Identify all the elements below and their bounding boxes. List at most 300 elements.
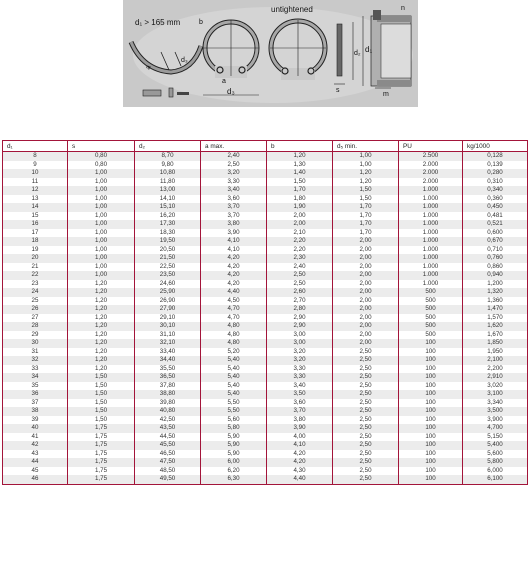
table-cell: 34,40 [135, 356, 201, 365]
table-row [3, 305, 528, 314]
table-cell: 3,40 [201, 186, 267, 195]
table-cell: 2,00 [333, 331, 399, 340]
label-d2: d₂ [354, 50, 361, 57]
table-cell: 4,10 [201, 246, 267, 255]
col-header-weight: kg/1000 [463, 141, 528, 152]
table-cell: 2,00 [333, 322, 399, 331]
col-header-s: s [68, 141, 135, 152]
table-cell: 26,90 [135, 297, 201, 306]
table-cell: 27 [3, 314, 68, 323]
table-cell: 1,00 [68, 203, 135, 212]
table-cell: 2.500 [399, 152, 463, 161]
table-cell: 1.000 [399, 280, 463, 289]
table-cell: 4,20 [201, 271, 267, 280]
table-cell: 1,20 [68, 365, 135, 374]
table-cell: 1,20 [68, 339, 135, 348]
table-row [3, 297, 528, 306]
table-cell: 1,70 [333, 212, 399, 221]
table-cell: 37 [3, 399, 68, 408]
table-cell: 2,10 [267, 229, 333, 238]
table-cell: 23,50 [135, 271, 201, 280]
table-row [3, 458, 528, 467]
table-cell: 500 [399, 305, 463, 314]
table-cell: 100 [399, 348, 463, 357]
col-header-d1: d₁ [3, 141, 68, 152]
table-row [3, 416, 528, 425]
table-cell: 1,20 [333, 169, 399, 178]
table-cell: 100 [399, 390, 463, 399]
table-cell: 3,70 [201, 203, 267, 212]
table-cell: 24 [3, 288, 68, 297]
table-cell: 22 [3, 271, 68, 280]
table-cell: 2,20 [267, 246, 333, 255]
table-cell: 100 [399, 433, 463, 442]
col-header-d5-min: d₅ min. [333, 141, 399, 152]
table-cell: 2,60 [267, 288, 333, 297]
table-cell: 1,20 [68, 314, 135, 323]
table-cell: 1.000 [399, 237, 463, 246]
table-row [3, 203, 528, 212]
table-cell: 1,20 [68, 356, 135, 365]
table-cell: 1,90 [267, 203, 333, 212]
table-cell: 1,20 [68, 280, 135, 289]
table-cell: 5,600 [463, 450, 528, 459]
table-cell: 3,30 [201, 178, 267, 187]
table-cell: 8 [3, 152, 68, 161]
table-cell: 2,50 [333, 450, 399, 459]
table-cell: 0,128 [463, 152, 528, 161]
table-row [3, 424, 528, 433]
table-row [3, 467, 528, 476]
table-cell: 27,90 [135, 305, 201, 314]
table-row [3, 186, 528, 195]
table-row [3, 450, 528, 459]
table-cell: 31,10 [135, 331, 201, 340]
table-cell: 3,30 [267, 373, 333, 382]
table-cell: 36,50 [135, 373, 201, 382]
table-cell: 0,80 [68, 161, 135, 170]
table-cell: 2.000 [399, 161, 463, 170]
table-cell: 40 [3, 424, 68, 433]
table-cell: 2,30 [267, 254, 333, 263]
table-cell: 100 [399, 339, 463, 348]
table-cell: 2,50 [333, 407, 399, 416]
table-cell: 2,50 [333, 399, 399, 408]
table-cell: 44,50 [135, 433, 201, 442]
table-cell: 43 [3, 450, 68, 459]
table-cell: 2,50 [267, 271, 333, 280]
table-cell: 46 [3, 475, 68, 484]
table-cell: 1,50 [333, 186, 399, 195]
table-cell: 2,50 [333, 441, 399, 450]
table-cell: 1,320 [463, 288, 528, 297]
table-cell: 4,20 [201, 254, 267, 263]
table-cell: 1,50 [68, 416, 135, 425]
table-cell: 0,521 [463, 220, 528, 229]
table-cell: 1,570 [463, 314, 528, 323]
table-row [3, 390, 528, 399]
table-cell: 1.000 [399, 212, 463, 221]
table-cell: 43,50 [135, 424, 201, 433]
table-cell: 2,00 [267, 220, 333, 229]
table-cell: 3,00 [267, 339, 333, 348]
table-cell: 1,75 [68, 475, 135, 484]
table-cell: 1,50 [68, 407, 135, 416]
table-cell: 2,100 [463, 356, 528, 365]
table-cell: 4,20 [201, 263, 267, 272]
table-cell: 1,20 [267, 152, 333, 161]
table-cell: 13 [3, 195, 68, 204]
table-cell: 2,910 [463, 373, 528, 382]
table-cell: 1,20 [68, 331, 135, 340]
table-cell: 6,100 [463, 475, 528, 484]
table-cell: 3,00 [267, 331, 333, 340]
table-cell: 100 [399, 399, 463, 408]
col-header-d2: d₂ [135, 141, 201, 152]
table-cell: 32,10 [135, 339, 201, 348]
table-cell: 3,500 [463, 407, 528, 416]
table-cell: 0,139 [463, 161, 528, 170]
table-cell: 500 [399, 314, 463, 323]
table-cell: 2,00 [267, 212, 333, 221]
table-cell: 38 [3, 407, 68, 416]
table-cell: 10,80 [135, 169, 201, 178]
table-cell: 2,50 [333, 416, 399, 425]
table-cell: 32 [3, 356, 68, 365]
table-cell: 2,200 [463, 365, 528, 374]
table-cell: 25,90 [135, 288, 201, 297]
table-cell: 2,50 [333, 382, 399, 391]
table-row [3, 178, 528, 187]
table-cell: 1,200 [463, 280, 528, 289]
table-cell: 17,30 [135, 220, 201, 229]
table-cell: 100 [399, 475, 463, 484]
col-header-a-max: a max. [201, 141, 267, 152]
table-cell: 4,70 [201, 314, 267, 323]
table-cell: 23 [3, 280, 68, 289]
table-cell: 1.000 [399, 246, 463, 255]
table-cell: 1,620 [463, 322, 528, 331]
table-cell: 1,00 [333, 152, 399, 161]
table-cell: 1,50 [333, 195, 399, 204]
table-cell: 37,80 [135, 382, 201, 391]
table-cell: 1,80 [267, 195, 333, 204]
table-cell: 30,10 [135, 322, 201, 331]
table-cell: 38,80 [135, 390, 201, 399]
table-cell: 16 [3, 220, 68, 229]
table-cell: 1,20 [68, 322, 135, 331]
label-m: m [383, 91, 389, 98]
table-cell: 100 [399, 441, 463, 450]
table-cell: 20 [3, 254, 68, 263]
table-cell: 1,75 [68, 467, 135, 476]
table-cell: 4,30 [267, 467, 333, 476]
table-cell: 2,00 [333, 271, 399, 280]
table-row [3, 229, 528, 238]
table-cell: 2,50 [333, 356, 399, 365]
table-cell: 0,310 [463, 178, 528, 187]
label-a-middle: a [222, 78, 226, 85]
table-cell: 46,50 [135, 450, 201, 459]
table-cell: 2,00 [333, 305, 399, 314]
table-cell: 1,70 [333, 229, 399, 238]
table-cell: 2,00 [333, 297, 399, 306]
table-row [3, 161, 528, 170]
table-row [3, 271, 528, 280]
table-cell: 4,50 [201, 297, 267, 306]
table-cell: 33 [3, 365, 68, 374]
label-d3: d₃ [227, 87, 235, 96]
table-cell: 35,50 [135, 365, 201, 374]
table-cell: 39 [3, 416, 68, 425]
table-cell: 2,50 [333, 467, 399, 476]
label-a-left: a [144, 64, 153, 71]
table-cell: 4,80 [201, 339, 267, 348]
table-cell: 1.000 [399, 203, 463, 212]
table-cell: 2,50 [333, 390, 399, 399]
label-d1: d₁ [365, 45, 373, 54]
table-cell: 1,00 [68, 220, 135, 229]
table-cell: 6,30 [201, 475, 267, 484]
table-row [3, 382, 528, 391]
table-cell: 5,60 [201, 416, 267, 425]
table-cell: 4,00 [267, 433, 333, 442]
table-cell: 0,360 [463, 195, 528, 204]
table-cell: 1,850 [463, 339, 528, 348]
table-cell: 21 [3, 263, 68, 272]
table-cell: 39,80 [135, 399, 201, 408]
table-cell: 2,50 [267, 280, 333, 289]
technical-drawing [123, 0, 418, 107]
table-cell: 2,70 [267, 297, 333, 306]
table-cell: 21,50 [135, 254, 201, 263]
table-cell: 3,20 [267, 348, 333, 357]
table-cell: 1,75 [68, 450, 135, 459]
table-row [3, 314, 528, 323]
table-cell: 30 [3, 339, 68, 348]
table-cell: 2,80 [267, 305, 333, 314]
table-cell: 1,70 [267, 186, 333, 195]
table-cell: 4,40 [267, 475, 333, 484]
table-cell: 3,90 [201, 229, 267, 238]
table-cell: 31 [3, 348, 68, 357]
table-cell: 2,40 [201, 152, 267, 161]
table-cell: 5,80 [201, 424, 267, 433]
table-cell: 1.000 [399, 263, 463, 272]
table-cell: 9 [3, 161, 68, 170]
table-cell: 1,00 [68, 186, 135, 195]
table-cell: 1,00 [68, 246, 135, 255]
table-cell: 1,75 [68, 424, 135, 433]
table-cell: 20,50 [135, 246, 201, 255]
table-cell: 100 [399, 356, 463, 365]
table-row [3, 220, 528, 229]
table-cell: 11 [3, 178, 68, 187]
table-cell: 9,80 [135, 161, 201, 170]
table-cell: 1,30 [267, 161, 333, 170]
table-cell: 1,50 [68, 373, 135, 382]
table-cell: 500 [399, 297, 463, 306]
table-cell: 13,00 [135, 186, 201, 195]
table-cell: 5,400 [463, 441, 528, 450]
table-cell: 35 [3, 382, 68, 391]
table-cell: 8,70 [135, 152, 201, 161]
table-cell: 1,00 [68, 169, 135, 178]
untightened-label: untightened [271, 5, 313, 14]
table-cell: 6,000 [463, 467, 528, 476]
table-row [3, 263, 528, 272]
groove-top [373, 10, 381, 20]
table-cell: 1,75 [68, 433, 135, 442]
table-row [3, 348, 528, 357]
table-cell: 1,20 [333, 178, 399, 187]
table-cell: 15 [3, 212, 68, 221]
table-cell: 0,760 [463, 254, 528, 263]
table-cell: 49,50 [135, 475, 201, 484]
table-cell: 1,00 [68, 195, 135, 204]
table-body [3, 152, 528, 485]
table-cell: 100 [399, 407, 463, 416]
table-cell: 2.000 [399, 169, 463, 178]
table-cell: 2,00 [333, 280, 399, 289]
table-cell: 1,00 [68, 178, 135, 187]
table-cell: 19,50 [135, 237, 201, 246]
table-cell: 2,50 [333, 458, 399, 467]
table-cell: 5,90 [201, 450, 267, 459]
table-cell: 5,40 [201, 373, 267, 382]
table-cell: 4,80 [201, 331, 267, 340]
table-cell: 10 [3, 169, 68, 178]
table-cell: 5,50 [201, 399, 267, 408]
table-cell: 29 [3, 331, 68, 340]
table-cell: 4,700 [463, 424, 528, 433]
table-cell: 3,900 [463, 416, 528, 425]
table-cell: 5,40 [201, 382, 267, 391]
table-cell: 5,40 [201, 365, 267, 374]
table-cell: 0,80 [68, 152, 135, 161]
table-row [3, 288, 528, 297]
section-profile-2 [169, 88, 173, 97]
table-row [3, 331, 528, 340]
table-cell: 5,40 [201, 390, 267, 399]
table-cell: 2,00 [333, 288, 399, 297]
section-profile-1 [143, 90, 161, 96]
table-cell: 42 [3, 441, 68, 450]
table-cell: 0,280 [463, 169, 528, 178]
ring-side-view [337, 24, 342, 76]
table-cell: 2,50 [201, 161, 267, 170]
table-cell: 0,481 [463, 212, 528, 221]
table-cell: 2,20 [267, 237, 333, 246]
table-cell: 1.000 [399, 220, 463, 229]
table-cell: 2,90 [267, 322, 333, 331]
table-row [3, 212, 528, 221]
table-cell: 45 [3, 467, 68, 476]
d1-condition-label: d₁ > 165 mm [135, 18, 181, 27]
table-cell: 5,20 [201, 348, 267, 357]
table-cell: 18,30 [135, 229, 201, 238]
table-cell: 2,50 [333, 424, 399, 433]
label-s: s [336, 87, 340, 94]
table-cell: 15,10 [135, 203, 201, 212]
table-cell: 24,60 [135, 280, 201, 289]
table-cell: 34 [3, 373, 68, 382]
table-cell: 100 [399, 373, 463, 382]
table-cell: 0,940 [463, 271, 528, 280]
table-cell: 100 [399, 424, 463, 433]
table-cell: 3,340 [463, 399, 528, 408]
table-cell: 42,50 [135, 416, 201, 425]
table-cell: 1,00 [68, 271, 135, 280]
table-cell: 100 [399, 365, 463, 374]
table-cell: 33,40 [135, 348, 201, 357]
table-cell: 2,50 [333, 433, 399, 442]
table-cell: 3,30 [267, 365, 333, 374]
table-cell: 2,90 [267, 314, 333, 323]
table-cell: 5,90 [201, 433, 267, 442]
table-cell: 3,20 [201, 169, 267, 178]
table-cell: 2,00 [333, 263, 399, 272]
table-cell: 6,00 [201, 458, 267, 467]
table-cell: 26 [3, 305, 68, 314]
table-cell: 2,00 [333, 339, 399, 348]
table-cell: 1,00 [68, 229, 135, 238]
table-cell: 4,80 [201, 322, 267, 331]
table-cell: 1.000 [399, 195, 463, 204]
table-cell: 4,20 [267, 458, 333, 467]
table-cell: 2,00 [333, 246, 399, 255]
dimensions-table [2, 140, 528, 485]
label-b: b [199, 19, 203, 26]
table-cell: 2,40 [267, 263, 333, 272]
col-header-pu: PU [399, 141, 463, 152]
table-cell: 4,40 [201, 288, 267, 297]
table-cell: 3,20 [267, 356, 333, 365]
table-cell: 19 [3, 246, 68, 255]
table-cell: 2.000 [399, 178, 463, 187]
table-cell: 6,20 [201, 467, 267, 476]
table-cell: 45,50 [135, 441, 201, 450]
table-header-row [3, 141, 528, 152]
table-cell: 3,50 [267, 390, 333, 399]
label-n: n [401, 5, 405, 12]
table-cell: 3,020 [463, 382, 528, 391]
table-cell: 1,50 [68, 399, 135, 408]
table-row [3, 195, 528, 204]
table-cell: 1,00 [68, 212, 135, 221]
table-cell: 12 [3, 186, 68, 195]
table-cell: 1,470 [463, 305, 528, 314]
table-cell: 44 [3, 458, 68, 467]
table-cell: 500 [399, 322, 463, 331]
table-row [3, 399, 528, 408]
table-cell: 2,00 [333, 314, 399, 323]
table-cell: 1,20 [68, 348, 135, 357]
table-row [3, 373, 528, 382]
table-cell: 1,50 [267, 178, 333, 187]
table-cell: 1,40 [267, 169, 333, 178]
table-cell: 5,150 [463, 433, 528, 442]
col-header-b: b [267, 141, 333, 152]
table-cell: 1,75 [68, 441, 135, 450]
dimensions-table-container [2, 140, 527, 485]
table-cell: 48,50 [135, 467, 201, 476]
table-cell: 100 [399, 450, 463, 459]
table-cell: 100 [399, 416, 463, 425]
table-cell: 1.000 [399, 271, 463, 280]
table-cell: 5,800 [463, 458, 528, 467]
table-cell: 4,20 [267, 450, 333, 459]
